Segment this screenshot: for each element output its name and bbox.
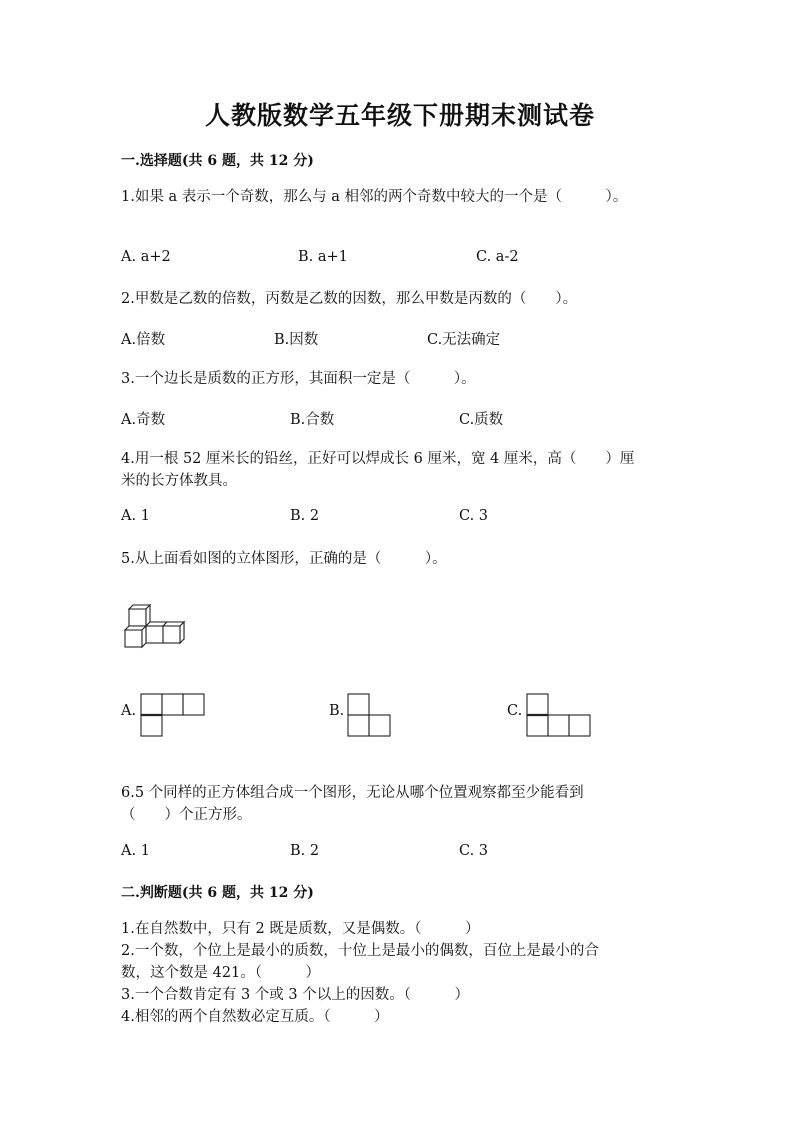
question-6-line-1: 6.5 个同样的正方体组合成一个图形，无论从哪个位置观察都至少能看到 [121, 785, 584, 801]
q5-option-a: A. [121, 703, 137, 719]
cube-stack-figure [124, 604, 188, 650]
q4-option-b: B. 2 [290, 508, 320, 524]
q1-option-b: B. a+1 [298, 249, 348, 265]
question-1: 1.如果 a 表示一个奇数，那么与 a 相邻的两个奇数中较大的一个是（ ）。 [121, 189, 628, 205]
section-1-heading: 一.选择题(共 6 题，共 12 分) [121, 153, 314, 169]
question-6-line-2: （ ）个正方形。 [121, 807, 252, 823]
q5-option-b-figure [347, 693, 395, 739]
q6-option-c: C. 3 [459, 843, 489, 859]
q2-option-b: B.因数 [274, 332, 319, 348]
page-title: 人教版数学五年级下册期末测试卷 [204, 101, 595, 130]
q5-option-a-figure [140, 693, 208, 739]
q2-option-a: A.倍数 [121, 332, 166, 348]
question-4-line-1: 4.用一根 52 厘米长的铅丝，正好可以焊成长 6 厘米，宽 4 厘米，高（ ）厘 [121, 451, 635, 467]
judgement-1: 1.在自然数中，只有 2 既是质数，又是偶数。（ ） [121, 921, 480, 937]
q3-option-c: C.质数 [459, 412, 504, 428]
question-3: 3.一个边长是质数的正方形，其面积一定是（ ）。 [121, 371, 476, 387]
judgement-3: 3.一个合数肯定有 3 个或 3 个以上的因数。（ ） [121, 987, 469, 1003]
q6-option-a: A. 1 [121, 843, 150, 859]
q1-option-c: C. a-2 [476, 249, 519, 265]
q5-option-b: B. [329, 703, 345, 719]
q1-option-a: A. a+2 [121, 249, 171, 265]
judgement-2-line-1: 2.一个数，个位上是最小的质数，十位上是最小的偶数，百位上是最小的合 [121, 943, 599, 959]
section-2-heading: 二.判断题(共 6 题，共 12 分) [121, 885, 314, 901]
judgement-4: 4.相邻的两个自然数必定互质。（ ） [121, 1009, 389, 1025]
judgement-2-line-2: 数，这个数是 421。（ ） [121, 965, 321, 981]
q3-option-b: B.合数 [290, 412, 335, 428]
q5-option-c: C. [507, 703, 523, 719]
q4-option-a: A. 1 [121, 508, 150, 524]
question-2: 2.甲数是乙数的倍数，丙数是乙数的因数，那么甲数是丙数的（ ）。 [121, 291, 578, 307]
q4-option-c: C. 3 [459, 508, 489, 524]
question-4-line-2: 米的长方体教具。 [121, 473, 237, 489]
q5-option-c-figure [526, 693, 594, 739]
question-5: 5.从上面看如图的立体图形，正确的是（ ）。 [121, 551, 447, 567]
q3-option-a: A.奇数 [121, 412, 166, 428]
q2-option-c: C.无法确定 [427, 332, 501, 348]
q6-option-b: B. 2 [290, 843, 320, 859]
